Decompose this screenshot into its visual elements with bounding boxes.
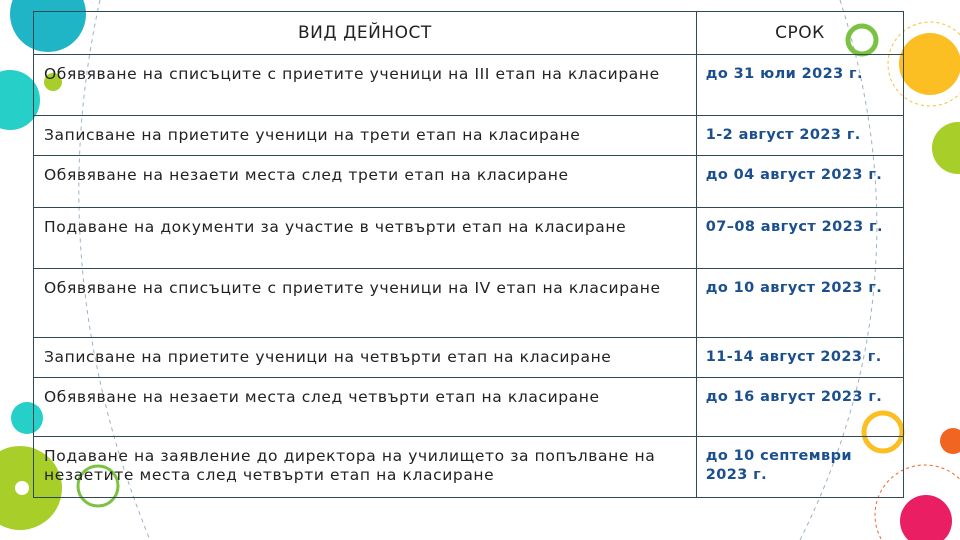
- table-row: [34, 156, 904, 208]
- table-row: [34, 378, 904, 437]
- term-cell: 11-14 август 2023 г.: [705, 349, 882, 365]
- table-row: [34, 55, 904, 116]
- table-header-row: [34, 12, 904, 55]
- activity-cell: Подаване на документи за участие в четвърти етап на класиране: [44, 218, 627, 236]
- term-cell: до 16 август 2023 г.: [705, 389, 883, 405]
- table-row: [34, 208, 904, 269]
- activity-cell: Обявяване на списъците с приетите ученици на IV етап на класиране: [44, 279, 661, 297]
- table-row: [34, 116, 904, 156]
- header-term: СРОК: [696, 12, 903, 55]
- activity-cell: Подаване на заявление до директора на училището за попълване на незаетите места след четвърти етап на класиране: [44, 447, 656, 484]
- yellow-circle-top-right: [899, 33, 960, 95]
- lime-circle-right: [932, 122, 960, 174]
- term-cell: 07–08 август 2023 г.: [705, 219, 883, 235]
- activity-cell: Записване на приетите ученици на четвърти етап на класиране: [44, 348, 612, 366]
- pink-circle-bottom-right: [900, 495, 952, 540]
- activity-cell: Обявяване на незаети места след трети етап на класиране: [44, 166, 569, 184]
- term-cell: до 31 юли 2023 г.: [705, 66, 863, 82]
- term-cell: до 10 август 2023 г.: [705, 280, 883, 296]
- table-row: [34, 338, 904, 378]
- activity-cell: Обявяване на списъците с приетите ученици на III етап на класиране: [44, 65, 660, 83]
- orange-dot-right: [940, 428, 960, 454]
- table-row: [34, 437, 904, 498]
- table-row: [34, 269, 904, 338]
- white-dot-bottom-left: [15, 481, 29, 495]
- term-cell: до 04 август 2023 г.: [705, 167, 883, 183]
- activity-cell: Записване на приетите ученици на трети етап на класиране: [44, 126, 581, 144]
- activity-cell: Обявяване на незаети места след четвърти етап на класиране: [44, 388, 600, 406]
- schedule-table: [33, 11, 904, 498]
- header-activity: ВИД ДЕЙНОСТ: [34, 12, 697, 55]
- term-cell: до 10 септември 2023 г.: [705, 448, 852, 483]
- term-cell: 1-2 август 2023 г.: [705, 127, 861, 143]
